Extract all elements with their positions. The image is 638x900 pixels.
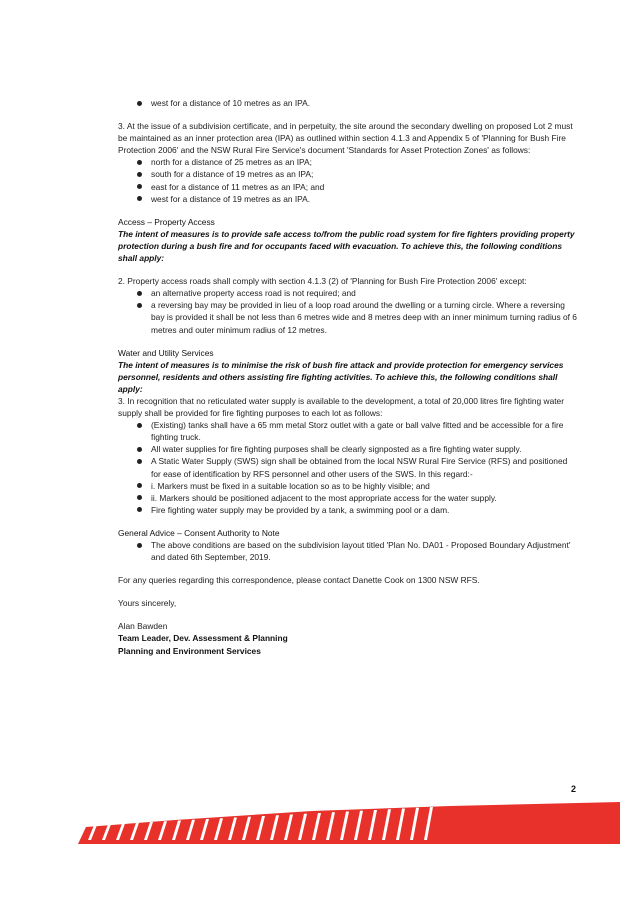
water-intent: The intent of measures is to minimise the risk of bush fire attack and provide protection for emergency services personnel, residents and others assisting fire fighting activities. To achieve this, the following conditions shall apply: (118, 359, 564, 394)
list-item: Fire fighting water supply may be provided by a tank, a swimming pool or a dam. (118, 504, 578, 516)
signatory-unit: Planning and Environment Services (118, 645, 261, 656)
list-item: north for a distance of 25 metres as an IPA; (118, 156, 578, 168)
list-item: ii. Markers should be positioned adjacent to the most appropriate access for the water supply. (118, 492, 578, 504)
access-heading: Access – Property Access (118, 216, 215, 227)
advice-heading: General Advice – Consent Authority to Note (118, 527, 280, 538)
queries-text: For any queries regarding this correspondence, please contact Danette Cook on 1300 NSW RFS. (118, 575, 480, 586)
signatory-name: Alan Bawden (118, 621, 168, 632)
water-bullet-list (118, 419, 578, 516)
access-bullet-list (118, 287, 578, 335)
list-item: south for a distance of 19 metres as an IPA; (118, 168, 578, 180)
list-item: west for a distance of 19 metres as an IPA. (118, 193, 578, 205)
ipa-bullet-list (118, 156, 578, 204)
list-item: a reversing bay may be provided in lieu of a loop road around the dwelling or a turning circle. Where a reversing bay is provided it shall be not less than 6 metres wide and 8 metres deep with an inner minimum turning radius of 6 metres and outer minimum radius of 12 metres. (118, 299, 578, 335)
list-item: (Existing) tanks shall have a 65 mm metal Storz outlet with a gate or ball valve fitted and be accessible for a fire fighting truck. (118, 419, 578, 443)
top-bullet-list (118, 97, 578, 109)
list-item: All water supplies for fire fighting purposes shall be clearly signposted as a fire fighting water supply. (118, 443, 578, 455)
letter-body (118, 97, 578, 657)
advice-bullet-list (118, 539, 578, 563)
list-item: The above conditions are based on the subdivision layout titled 'Plan No. DA01 - Proposed Boundary Adjustment' and dated 6th September, 2019. (118, 539, 578, 563)
page-number: 2 (571, 784, 577, 794)
ipa-condition-text: 3. At the issue of a subdivision certificate, and in perpetuity, the site around the secondary dwelling on proposed Lot 2 must be maintained as an inner protection area (IPA) as outlined within section 4.1.3 and Appendix 5 of 'Planning for Bush Fire Protection 2006' and the NSW Rural Fire Service's document 'Standards for Asset Protection Zones' as follows: (118, 121, 573, 156)
closing-text: Yours sincerely, (118, 598, 177, 609)
list-item: an alternative property access road is not required; and (118, 287, 578, 299)
signatory-title: Team Leader, Dev. Assessment & Planning (118, 633, 288, 644)
list-item: A Static Water Supply (SWS) sign shall be obtained from the local NSW Rural Fire Service (RFS) and positioned for ease of identification by RFS personnel and other users of the SWS. In this regard:- (118, 455, 578, 479)
water-condition-text: 3. In recognition that no reticulated water supply is available to the development, a total of 20,000 litres fire fighting water supply shall be provided for fire fighting purposes to each lot as follows: (118, 395, 564, 419)
access-condition-text: 2. Property access roads shall comply with section 4.1.3 (2) of 'Planning for Bush Fire Protection 2006' except: (118, 276, 527, 287)
access-intent: The intent of measures is to provide safe access to/from the public road system for fire fighters providing property protection during a bush fire and for occupants faced with evacuation. To achieve this, the following conditions shall apply: (118, 228, 575, 264)
list-item: west for a distance of 10 metres as an IPA. (118, 97, 578, 109)
brand-stripe-band (0, 800, 638, 850)
water-heading: Water and Utility Services (118, 347, 214, 358)
list-item: i. Markers must be fixed in a suitable location so as to be highly visible; and (118, 480, 578, 492)
list-item: east for a distance of 11 metres as an IPA; and (118, 181, 578, 193)
